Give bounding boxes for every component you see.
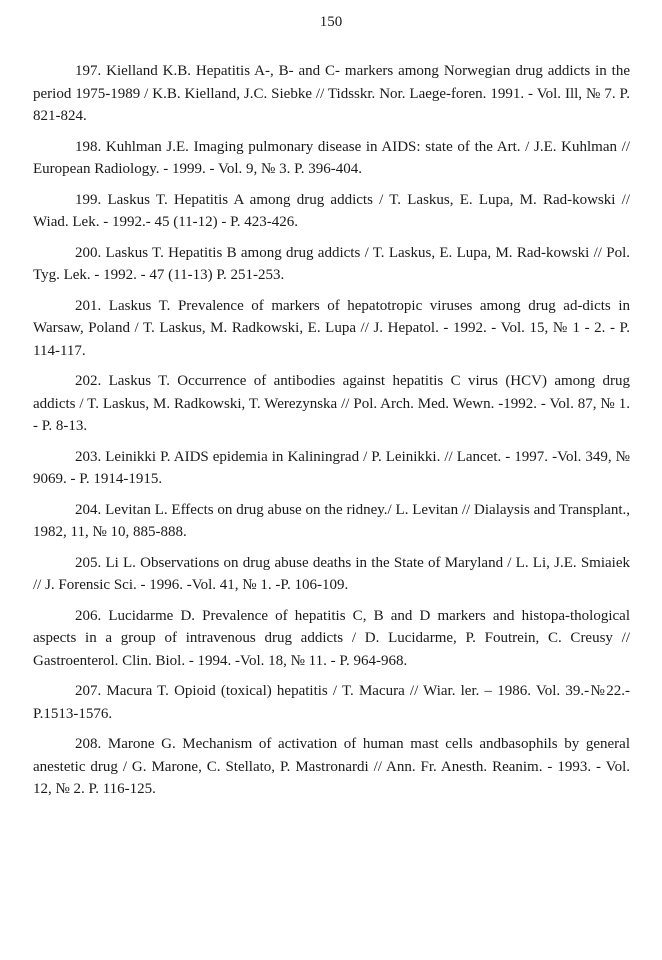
page-number: 150 — [319, 14, 343, 30]
reference-item: 198. Kuhlman J.E. Imaging pulmonary disease in AIDS: state of the Art. / J.E. Kuhlman // European Radiology. - 1999. - Vol. 9, № 3. P. 396-404. — [33, 138, 630, 177]
reference-item: 201. Laskus T. Prevalence of markers of hepatotropic viruses among drug ad-dicts in Warsaw, Poland / T. Laskus, M. Radkowski, E. Lupa // J. Hepatol. - 1992. - Vol. 15, № 1 - 2. - P. 114-117. — [33, 297, 630, 359]
reference-item: 208. Marone G. Mechanism of activation of human mast cells andbasophils by general anestetic drug / G. Marone, C. Stellato, P. Mastronardi // Ann. Fr. Anesth. Reanim. - 1993. - Vol. 12, № 2. P. 116-125. — [33, 736, 630, 797]
reference-item: 197. Kielland K.B. Hepatitis A-, B- and C- markers among Norwegian drug addicts in the period 1975-1989 / K.B. Kielland, J.C. Siebke // Tidsskr. Nor. Laege-foren. 1991. - Vol. Ill, № 7. P. 821-824. — [33, 63, 630, 124]
reference-item: 200. Laskus T. Hepatitis B among drug addicts / T. Laskus, E. Lupa, M. Rad-kowski // Pol. Tyg. Lek. - 1992. - 47 (11-13) P. 251-253. — [33, 244, 630, 283]
reference-item: 206. Lucidarme D. Prevalence of hepatitis C, B and D markers and histopa-thological aspects in a group of intravenous drug addicts / D. Lucidarme, P. Foutrein, C. Creusy // Gastroenterol. Clin. Biol. - 1994. -Vol. 18, № 11. - P. 964-968. — [33, 607, 630, 669]
reference-list — [33, 60, 630, 809]
reference-item: 202. Laskus T. Occurrence of antibodies against hepatitis C virus (HCV) among drug addicts / T. Laskus, M. Radkowski, T. Werezynska // Pol. Arch. Med. Wewn. -1992. - Vol. 87, № 1. - P. 8-13. — [33, 373, 630, 434]
reference-item: 203. Leinikki P. AIDS epidemia in Kaliningrad / P. Leinikki. // Lancet. - 1997. -Vol. 349, № 9069. - P. 1914-1915. — [33, 448, 630, 487]
reference-item: 207. Macura T. Opioid (toxical) hepatitis / T. Macura // Wiar. ler. – 1986. Vol. 39.-№22.- P.1513-1576. — [33, 683, 630, 722]
reference-item: 204. Levitan L. Effects on drug abuse on the ridney./ L. Levitan // Dialaysis and Transplant., 1982, 11, № 10, 885-888. — [33, 501, 630, 540]
reference-item: 199. Laskus T. Hepatitis A among drug addicts / T. Laskus, E. Lupa, M. Rad-kowski // Wiad. Lek. - 1992.- 45 (11-12) - P. 423-426. — [33, 191, 630, 230]
reference-item: 205. Li L. Observations on drug abuse deaths in the State of Maryland / L. Li, J.E. Smiaiek // J. Forensic Sci. - 1996. -Vol. 41, № 1. -P. 106-109. — [33, 554, 630, 593]
